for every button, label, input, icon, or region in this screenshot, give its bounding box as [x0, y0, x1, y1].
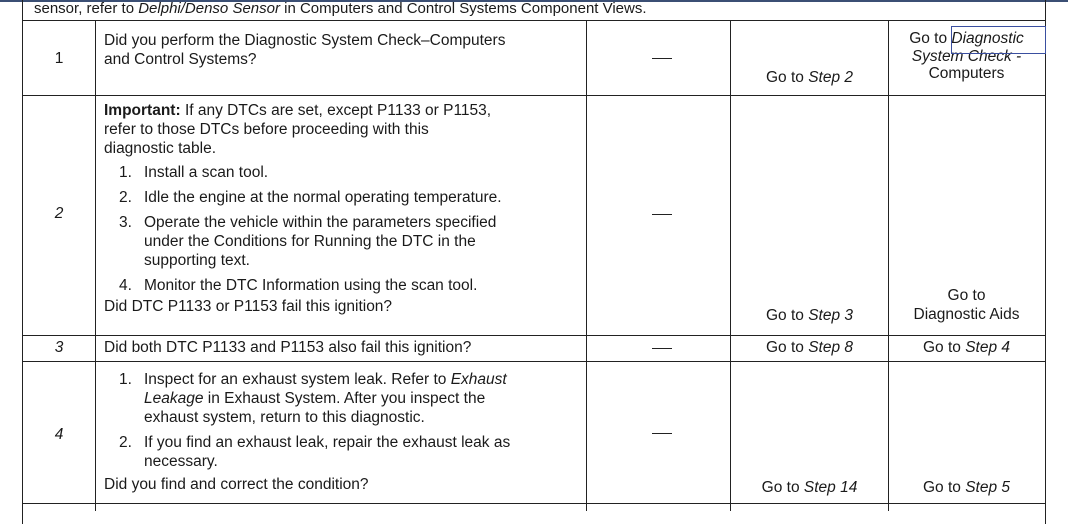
important-text: refer to those DTCs before proceeding with this	[104, 121, 429, 138]
goto-prefix: Go to	[765, 339, 809, 356]
row-divider	[22, 20, 1045, 21]
goto-step: Step 8	[808, 339, 854, 356]
goto-line: Computers	[928, 65, 1005, 82]
goto-prefix: Go to	[922, 479, 966, 496]
item-text: necessary.	[144, 453, 218, 470]
item-number: 1.	[119, 371, 132, 388]
goto-step: Step 14	[803, 479, 858, 496]
row-divider	[22, 503, 1045, 504]
item-text: Monitor the DTC Information using the scan tool.	[144, 277, 478, 294]
step-3-question: Did both DTC P1133 and P1153 also fail this ignition?	[104, 339, 472, 356]
goto-prefix: Go to	[922, 339, 966, 356]
important-note	[104, 101, 584, 120]
item-reference: Exhaust	[450, 371, 507, 388]
item-number: 1.	[119, 164, 132, 181]
item-text: under the Conditions for Running the DTC in the	[144, 233, 476, 250]
note-link[interactable]: Delphi/Denso Sensor	[138, 0, 280, 17]
goto-step: Step 3	[808, 307, 854, 324]
step-question: Did you find and correct the condition?	[104, 476, 369, 493]
link-highlight-box	[951, 26, 1046, 54]
step-number: 3	[54, 339, 64, 356]
step-4-yes[interactable]	[731, 478, 888, 497]
list-item	[104, 370, 584, 427]
item-text: Idle the engine at the normal operating temperature.	[144, 189, 502, 206]
step-number: 2	[54, 205, 64, 222]
goto-link[interactable]: System Check -	[911, 48, 1022, 65]
item-text: If you find an exhaust leak, repair the exhaust leak as	[144, 434, 511, 451]
step-2-no[interactable]	[889, 286, 1044, 324]
item-text: Inspect for an exhaust system leak. Refer to	[144, 371, 451, 388]
item-text: supporting text.	[144, 252, 250, 269]
step-3-yes[interactable]	[731, 338, 888, 357]
important-text: diagnostic table.	[104, 140, 217, 157]
value-dash	[652, 58, 672, 59]
item-text: Operate the vehicle within the parameters specified	[144, 214, 497, 231]
goto-step: Step 2	[808, 69, 854, 86]
procedure-list	[104, 370, 584, 471]
note-prefix: sensor, refer to	[34, 0, 139, 17]
value-dash	[652, 214, 672, 215]
goto-prefix: Go to	[909, 30, 952, 47]
step-4-no[interactable]	[889, 478, 1044, 497]
step-number: 4	[54, 426, 64, 443]
goto-link[interactable]: Diagnostic	[951, 30, 1024, 47]
action-line: Did you perform the Diagnostic System Check–Computers	[104, 32, 506, 49]
item-text: in Exhaust System. After you inspect the	[203, 390, 486, 407]
step-1-action	[104, 31, 584, 69]
list-item	[104, 163, 584, 182]
goto-line: Go to	[947, 287, 986, 304]
list-item	[104, 433, 584, 471]
value-dash	[652, 348, 672, 349]
step-2-action	[104, 101, 584, 316]
item-number: 4.	[119, 277, 132, 294]
item-text: exhaust system, return to this diagnostic.	[144, 409, 425, 426]
column-divider	[888, 20, 889, 511]
action-line: and Control Systems?	[104, 51, 257, 68]
step-question: Did DTC P1133 or P1153 fail this ignition?	[104, 298, 393, 315]
list-item	[104, 188, 584, 207]
note-suffix: in Computers and Control Systems Component Views.	[279, 0, 647, 17]
important-text: If any DTCs are set, except P1133 or P1153,	[180, 102, 492, 119]
procedure-list	[104, 163, 584, 295]
column-divider	[730, 20, 731, 511]
item-number: 3.	[119, 214, 132, 231]
goto-step: Step 5	[965, 479, 1011, 496]
column-divider	[586, 20, 587, 511]
list-item	[104, 276, 584, 295]
goto-step: Step 4	[965, 339, 1011, 356]
row-divider	[22, 95, 1045, 96]
step-3-no[interactable]	[889, 338, 1044, 357]
step-2-yes[interactable]	[731, 306, 888, 325]
value-dash	[652, 433, 672, 434]
step-number: 1	[54, 50, 64, 67]
row-divider	[22, 335, 1045, 336]
item-number: 2.	[119, 189, 132, 206]
step-1-yes[interactable]	[731, 68, 888, 87]
goto-line: Diagnostic Aids	[913, 306, 1020, 323]
row-divider	[22, 361, 1045, 362]
item-reference: Leakage	[144, 390, 204, 407]
goto-prefix: Go to	[765, 69, 809, 86]
list-item	[104, 213, 584, 270]
column-divider	[95, 20, 96, 511]
step-4-action	[104, 370, 584, 494]
item-number: 2.	[119, 434, 132, 451]
table-note	[34, 0, 647, 17]
goto-prefix: Go to	[761, 479, 804, 496]
important-label: Important:	[104, 102, 181, 119]
goto-prefix: Go to	[765, 307, 809, 324]
item-text: Install a scan tool.	[144, 164, 269, 181]
